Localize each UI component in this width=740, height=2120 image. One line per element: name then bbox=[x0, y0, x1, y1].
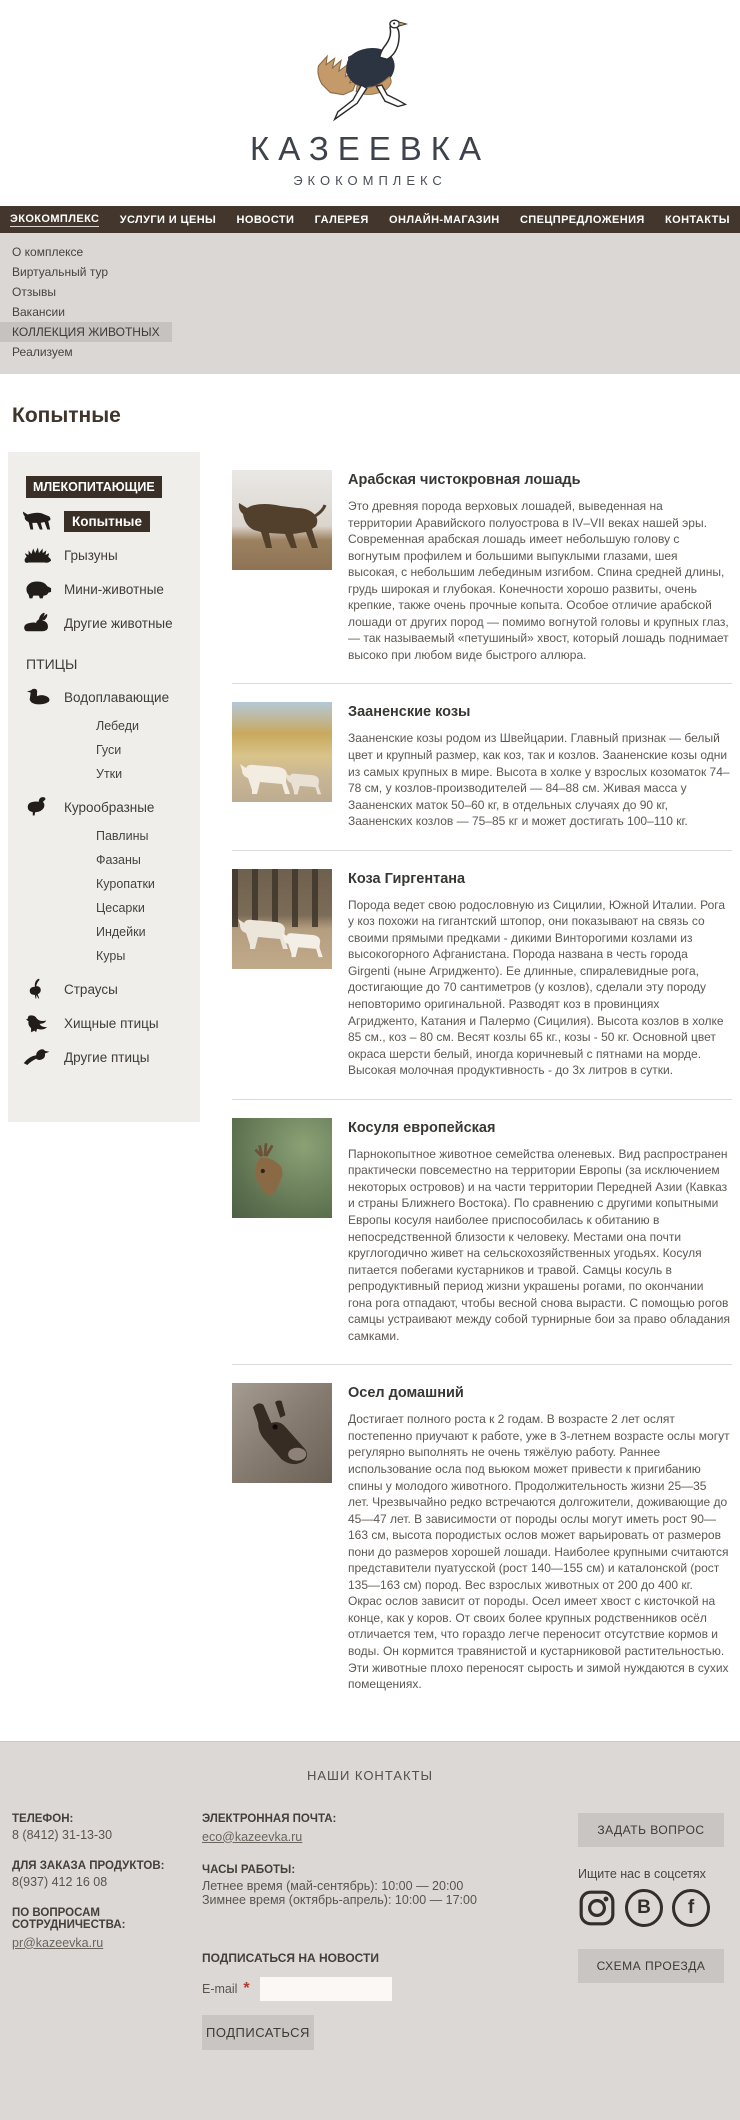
donkey-photo bbox=[232, 1383, 332, 1483]
nav-item-online-shop[interactable]: ОНЛАЙН-МАГАЗИН bbox=[389, 213, 500, 226]
sidebar-item-mini-animals[interactable] bbox=[8, 572, 200, 606]
hours-winter: Зимнее время (октябрь-апрель): 10:00 — 17:00 bbox=[202, 1892, 477, 1907]
footer-actions-column bbox=[578, 1813, 728, 2050]
ostrich-logo-icon bbox=[295, 10, 445, 128]
article-title: Арабская чистокровная лошадь bbox=[348, 472, 581, 488]
sidebar-item-guinea-fowl[interactable]: Цесарки bbox=[96, 901, 145, 915]
article-donkey bbox=[232, 1364, 732, 1712]
nav-item-ecocomplex[interactable]: ЭКОКОМПЛЕКС bbox=[10, 212, 100, 225]
submenu-item-about[interactable]: О комплексе bbox=[12, 245, 84, 259]
social-icons bbox=[578, 1889, 728, 1927]
sidebar-item-swans[interactable]: Лебеди bbox=[96, 719, 139, 733]
footer-info-column bbox=[202, 1813, 578, 2050]
submenu-item-virtual-tour[interactable]: Виртуальный тур bbox=[12, 265, 108, 279]
article-title: Коза Гиргентана bbox=[348, 870, 466, 887]
article-arabian-horse bbox=[232, 452, 732, 683]
partnership-label: ПО ВОПРОСАМ СОТРУДНИЧЕСТВА: bbox=[12, 1906, 126, 1931]
footer-contacts-column bbox=[12, 1813, 202, 2050]
sidebar-item-waterfowl[interactable] bbox=[8, 680, 200, 714]
roe-deer-photo bbox=[232, 1118, 332, 1218]
submenu-item-animal-collection[interactable]: КОЛЛЕКЦИЯ ЖИВОТНЫХ bbox=[0, 322, 172, 342]
sidebar-item-label: Другие птицы bbox=[64, 1049, 150, 1065]
nav-item-special-offers[interactable]: СПЕЦПРЕДЛОЖЕНИЯ bbox=[519, 213, 645, 226]
horse-icon bbox=[22, 510, 52, 532]
sidebar-item-label: Водоплавающие bbox=[64, 689, 170, 705]
hedgehog-icon bbox=[22, 544, 52, 566]
submenu-item-reviews[interactable]: Отзывы bbox=[12, 285, 56, 299]
girgentana-goat-photo bbox=[232, 869, 332, 969]
logo[interactable] bbox=[0, 10, 740, 188]
rabbit-icon bbox=[22, 612, 52, 634]
nav-item-gallery[interactable]: ГАЛЕРЕЯ bbox=[314, 213, 369, 226]
route-map-button[interactable]: СХЕМА ПРОЕЗДА bbox=[578, 1949, 724, 1983]
content bbox=[0, 452, 740, 1713]
vk-glyph: В bbox=[637, 1896, 651, 1918]
partnership-email-link[interactable]: pr@kazeevka.ru bbox=[12, 1935, 104, 1950]
sidebar-item-hoofed[interactable] bbox=[8, 504, 200, 538]
sidebar-item-rodents[interactable] bbox=[8, 538, 200, 572]
instagram-icon[interactable] bbox=[578, 1889, 616, 1927]
article-title: Осел домашний bbox=[348, 1385, 464, 1402]
rooster-icon bbox=[22, 796, 52, 818]
ask-question-button[interactable]: ЗАДАТЬ ВОПРОС bbox=[578, 1813, 724, 1847]
sidebar-item-label: Другие животные bbox=[64, 615, 173, 631]
page-title: Копытные bbox=[12, 404, 121, 427]
subscribe-heading: ПОДПИСАТЬСЯ НА НОВОСТИ bbox=[202, 1950, 380, 1965]
sidebar-item-turkeys[interactable]: Индейки bbox=[96, 925, 146, 939]
sidebar-item-label: Хищные птицы bbox=[64, 1015, 159, 1031]
site-header bbox=[0, 0, 740, 206]
eagle-icon bbox=[22, 1012, 52, 1034]
sidebar-item-label: Курообразные bbox=[64, 799, 155, 815]
email-link[interactable]: eco@kazeevka.ru bbox=[202, 1829, 303, 1844]
sidebar-item-galliformes[interactable] bbox=[8, 790, 200, 824]
footer-heading: НАШИ КОНТАКТЫ bbox=[306, 1767, 434, 1783]
nav-item-news[interactable]: НОВОСТИ bbox=[236, 213, 295, 226]
nav-item-contacts[interactable]: КОНТАКТЫ bbox=[665, 213, 730, 226]
orders-label: ДЛЯ ЗАКАЗА ПРОДУКТОВ: bbox=[12, 1859, 165, 1872]
sidebar-item-pheasants[interactable]: Фазаны bbox=[96, 853, 141, 867]
hours-summer: Летнее время (май-сентябрь): 10:00 — 20:00 bbox=[202, 1878, 464, 1893]
sidebar-section-mammals: МЛЕКОПИТАЮЩИЕ bbox=[26, 476, 162, 498]
sidebar-item-partridges[interactable]: Куропатки bbox=[96, 877, 155, 891]
hours-label: ЧАСЫ РАБОТЫ: bbox=[202, 1863, 296, 1876]
facebook-icon[interactable] bbox=[672, 1889, 710, 1927]
article-saanen-goats bbox=[232, 683, 732, 849]
waterfowl-sublist bbox=[96, 714, 200, 786]
submenu-item-products[interactable]: Реализуем bbox=[12, 345, 73, 359]
main-nav bbox=[0, 206, 740, 233]
duck-icon bbox=[22, 686, 52, 708]
sidebar-item-chickens[interactable]: Куры bbox=[96, 949, 126, 963]
email-label: ЭЛЕКТРОННАЯ ПОЧТА: bbox=[202, 1812, 337, 1825]
galliformes-sublist bbox=[96, 824, 200, 968]
pig-icon bbox=[22, 578, 52, 600]
article-text: Это древняя порода верховых лошадей, выведенная на территории Аравийского полуострова в IV–VII веках нашей эры. Современная арабская лошадь имеет небольшую голову с вогнутым профилем и большими выпуклыми глазами, шея высокая, с небольшим лебединым изгибом. Спина средней длины, грудь широкая и глубокая. Конечности хорошо развиты, очень крепкие, также очень прочные копыта. Особое отличие арабской лошади от других пород — помимо вогнутой головы и крупных глаз, — так называемый «петушиный» хвост, который лошадь поднимает высоко при любом виде быстрого аллюра. bbox=[348, 499, 729, 662]
sidebar-item-label: Страусы bbox=[64, 981, 118, 997]
site-footer bbox=[0, 1741, 740, 2120]
sidebar-section-birds: ПТИЦЫ bbox=[26, 656, 78, 672]
nav-item-services[interactable]: УСЛУГИ И ЦЕНЫ bbox=[119, 213, 217, 226]
sidebar-item-ducks[interactable]: Утки bbox=[96, 767, 123, 781]
sidebar-item-birds-of-prey[interactable] bbox=[8, 1006, 200, 1040]
email-field-label: E-mail bbox=[202, 1981, 238, 1996]
sidebar-item-label: Копытные bbox=[64, 511, 150, 532]
article-title: Зааненские козы bbox=[348, 704, 471, 721]
facebook-glyph: f bbox=[687, 1896, 695, 1918]
sidebar-item-label: Мини-животные bbox=[64, 581, 164, 597]
sidebar-item-peacocks[interactable]: Павлины bbox=[96, 829, 149, 843]
social-heading: Ищите нас в соцсетях bbox=[578, 1866, 706, 1881]
required-mark: * bbox=[243, 1979, 250, 1997]
sidebar-item-ostriches[interactable] bbox=[8, 972, 200, 1006]
sidebar-item-other-animals[interactable] bbox=[8, 606, 200, 640]
article-text: Достигает полного роста к 2 годам. В возрасте 2 лет ослят постепенно приучают к работе, уже в 3-летнем возрасте ослы могут регулярно выполнять не очень тяжёлую работу. Раннее использование осла под вьюком может привести к пригибанию спины у молодого животного. Продолжительность жизни 25—35 лет. Чрезвычайно редко встречаются долгожители, доживающие до 45—47 лет. В зависимости от породы ослы могут иметь рост 90—163 см, высота породистых ослов может варьировать от размеров пони до размеров хорошей лошади. Наиболее крупными считаются представители пуатусской (рост 140—155 см) и каталонской (рост 135—163 см) пород. Вес взрослых животных от 200 до 400 кг. Окрас ослов зависит от породы. Осел имеет хвост с кисточкой на конце, как у коров. От своих более крупных родственников осёл отличается тем, что гораздо легче переносит отсутствие кормов и воды. Он кормится травянистой и кустарниковой растительностью. Эти животные плохо переносят сырость и зимой нуждаются в сухих помещениях. bbox=[348, 1412, 730, 1692]
goats-photo bbox=[232, 702, 332, 802]
article-roe-deer bbox=[232, 1099, 732, 1365]
subscribe-button[interactable]: ПОДПИСАТЬСЯ bbox=[202, 2015, 314, 2050]
subscribe-block bbox=[202, 1951, 578, 2050]
peacock-icon bbox=[22, 1046, 52, 1068]
article-text: Порода ведет свою родословную из Сицилии, Южной Италии. Рога у коз похожи на гигантский штопор, они показывают на связь со своими прямыми предками - дикими Винторогими козлами из высокогорного Афганистана. Порода названа в честь города Girgenti (ныне Агридженто). Ее длинные, спиралевидные рога, достигающие до 70 сантиметров (у козлов), сделали эту породу неповторимо оригинальной. Разводят коз в провинциях Агридженто, Катания и Палермо (Сицилия). Высота козлов в холке 85 см., коз – 80 см. Весят козлы 65 кг., козы - 50 кг. Основной цвет окраса шерсти белый, иногда коричневый с пятнами на морде. Высокая молочная продуктивность - до 3х литров в сутки. bbox=[348, 897, 726, 1078]
site-subtitle: ЭКОКОМПЛЕКС bbox=[293, 173, 447, 188]
article-text: Зааненские козы родом из Швейцарии. Главный признак — белый цвет и крупный размер, как коз, так и козлов. Зааненские козы одни из самых крупных в мире. Высота в холке у взрослых козоматок 74–78 см, у козлов-производителей — 84–88 см. Живая масса у Зааненских маток 50–60 кг, в отдельных случаях до 90 кг, Зааненских козлов — 75–85 кг и может достигать 100–110 кг. bbox=[348, 731, 730, 829]
article-title: Косуля европейская bbox=[348, 1119, 496, 1136]
article-text: Парнокопытное животное семейства оленевых. Вид распространен практически повсеместно на территории Европы (за исключением некоторых островов) и на части территории Передней Азии (Кавказ и страны Ближнего Востока). По сравнению с другими копытными Европы косуля наиболее приспособилась к обитанию в непосредственной близости к человеку. Местами она почти круглогодично живет на сельскохозяйственных угодьях. Косуля питается побегами кустарников и травой. Самцы косуль в репродуктивный период жизни украшены рогами, по окончании гона рога отпадают, чтобы весной снова вырасти. С помощью рогов самцы устраивают между собой турнирные бои за право обладания самками. bbox=[348, 1146, 731, 1343]
sidebar-item-label: Грызуны bbox=[64, 547, 118, 563]
animal-articles bbox=[232, 452, 732, 1713]
site-title: КАЗЕЕВКА bbox=[249, 130, 491, 167]
submenu-item-vacancies[interactable]: Вакансии bbox=[12, 305, 65, 319]
subscribe-email-input[interactable] bbox=[260, 1977, 392, 2001]
article-girgentana-goat bbox=[232, 850, 732, 1099]
ostrich-icon bbox=[22, 978, 52, 1000]
submenu bbox=[0, 233, 740, 374]
sidebar-item-other-birds[interactable] bbox=[8, 1040, 200, 1074]
vk-icon[interactable] bbox=[625, 1889, 663, 1927]
sidebar-item-geese[interactable]: Гуси bbox=[96, 743, 122, 757]
phone-number: 8 (8412) 31-13-30 bbox=[12, 1827, 113, 1842]
horse-photo bbox=[232, 470, 332, 570]
phone-label: ТЕЛЕФОН: bbox=[12, 1812, 74, 1825]
sidebar bbox=[8, 452, 200, 1122]
orders-phone-number: 8(937) 412 16 08 bbox=[12, 1874, 108, 1889]
